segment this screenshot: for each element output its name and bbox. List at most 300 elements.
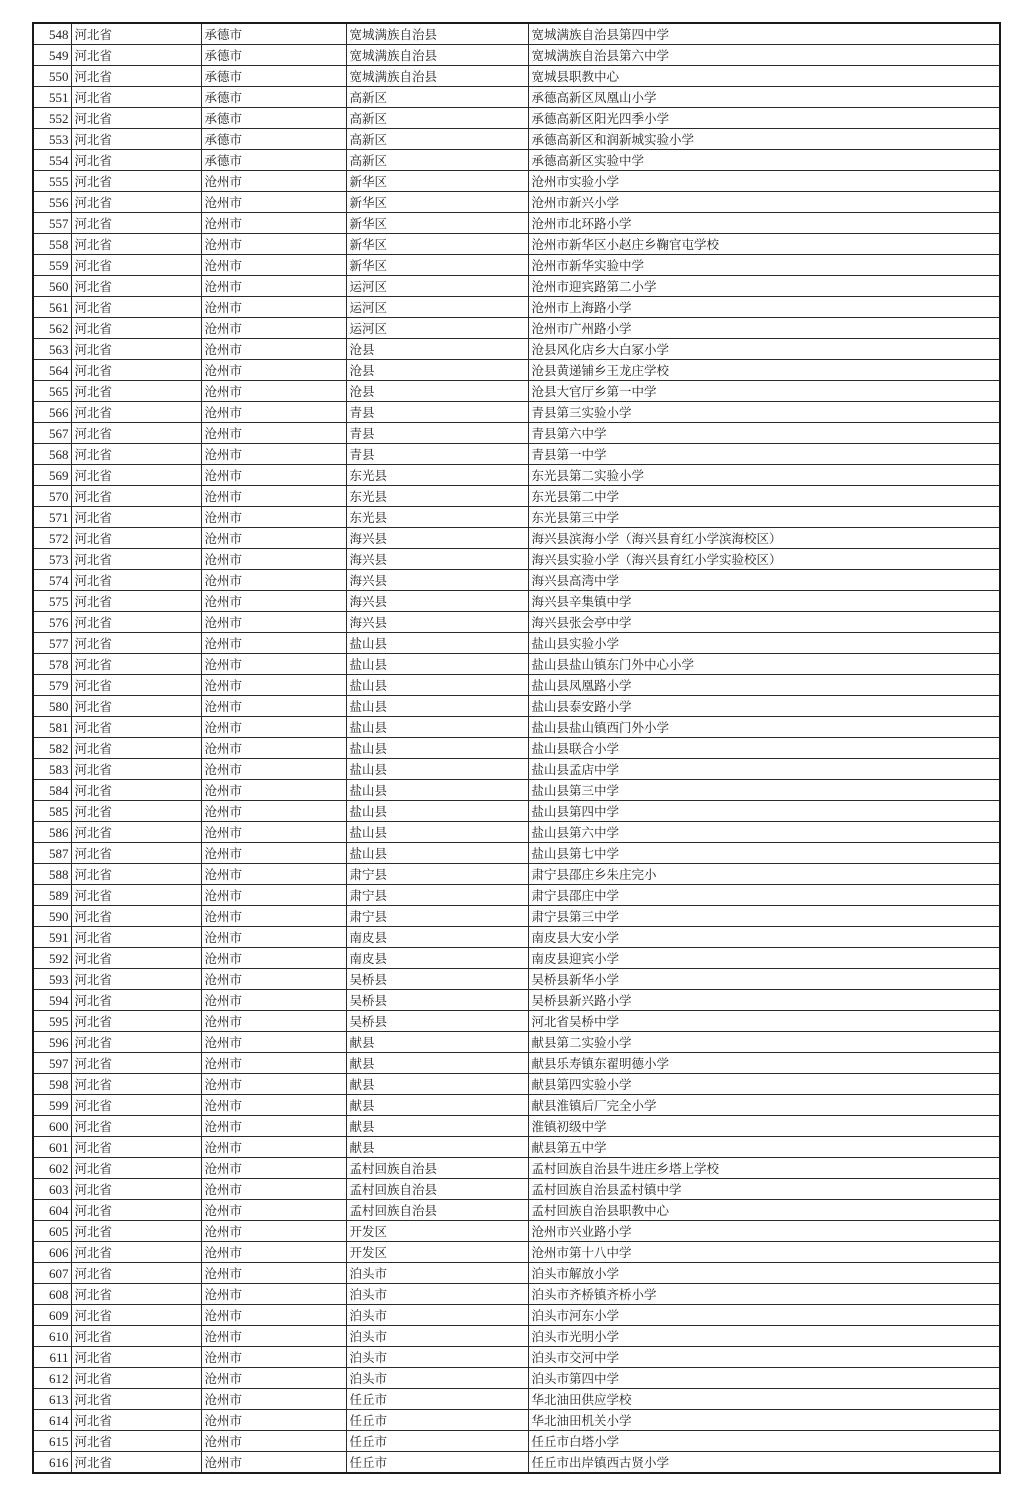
city-cell: 沧州市 xyxy=(201,1389,346,1410)
row-number: 591 xyxy=(33,927,71,948)
school-name-cell: 承德高新区和润新城实验小学 xyxy=(528,129,1000,150)
table-row xyxy=(33,465,1000,486)
city-cell: 沧州市 xyxy=(201,864,346,885)
district-cell: 南皮县 xyxy=(346,927,528,948)
school-name-cell: 孟村回族自治县职教中心 xyxy=(528,1200,1000,1221)
row-number: 554 xyxy=(33,150,71,171)
school-name-cell: 青县第三实验小学 xyxy=(528,402,1000,423)
school-name-cell: 献县第五中学 xyxy=(528,1137,1000,1158)
province-cell: 河北省 xyxy=(71,1221,201,1242)
district-cell: 孟村回族自治县 xyxy=(346,1179,528,1200)
table-row xyxy=(33,570,1000,591)
city-cell: 沧州市 xyxy=(201,1431,346,1452)
row-number: 557 xyxy=(33,213,71,234)
row-number: 595 xyxy=(33,1011,71,1032)
district-cell: 泊头市 xyxy=(346,1326,528,1347)
province-cell: 河北省 xyxy=(71,1179,201,1200)
row-number: 616 xyxy=(33,1452,71,1474)
row-number: 606 xyxy=(33,1242,71,1263)
school-name-cell: 盐山县孟店中学 xyxy=(528,759,1000,780)
city-cell: 沧州市 xyxy=(201,1053,346,1074)
province-cell: 河北省 xyxy=(71,192,201,213)
province-cell: 河北省 xyxy=(71,612,201,633)
table-row xyxy=(33,675,1000,696)
table-row xyxy=(33,843,1000,864)
row-number: 605 xyxy=(33,1221,71,1242)
province-cell: 河北省 xyxy=(71,990,201,1011)
province-cell: 河北省 xyxy=(71,591,201,612)
district-cell: 任丘市 xyxy=(346,1431,528,1452)
city-cell: 承德市 xyxy=(201,66,346,87)
row-number: 582 xyxy=(33,738,71,759)
district-cell: 海兴县 xyxy=(346,612,528,633)
table-row xyxy=(33,234,1000,255)
row-number: 580 xyxy=(33,696,71,717)
table-row xyxy=(33,1074,1000,1095)
city-cell: 沧州市 xyxy=(201,1200,346,1221)
district-cell: 东光县 xyxy=(346,507,528,528)
province-cell: 河北省 xyxy=(71,1200,201,1221)
row-number: 577 xyxy=(33,633,71,654)
district-cell: 运河区 xyxy=(346,297,528,318)
school-name-cell: 宽城满族自治县第六中学 xyxy=(528,45,1000,66)
city-cell: 沧州市 xyxy=(201,381,346,402)
district-cell: 孟村回族自治县 xyxy=(346,1158,528,1179)
school-list-table-container xyxy=(32,22,999,1474)
district-cell: 献县 xyxy=(346,1074,528,1095)
table-row xyxy=(33,1032,1000,1053)
row-number: 563 xyxy=(33,339,71,360)
school-name-cell: 盐山县凤凰路小学 xyxy=(528,675,1000,696)
table-row xyxy=(33,822,1000,843)
district-cell: 泊头市 xyxy=(346,1263,528,1284)
district-cell: 东光县 xyxy=(346,465,528,486)
table-row xyxy=(33,1179,1000,1200)
province-cell: 河北省 xyxy=(71,129,201,150)
city-cell: 承德市 xyxy=(201,150,346,171)
school-name-cell: 沧州市新华实验中学 xyxy=(528,255,1000,276)
row-number: 550 xyxy=(33,66,71,87)
table-row xyxy=(33,1116,1000,1137)
school-name-cell: 盐山县第四中学 xyxy=(528,801,1000,822)
row-number: 584 xyxy=(33,780,71,801)
table-row xyxy=(33,171,1000,192)
city-cell: 沧州市 xyxy=(201,549,346,570)
row-number: 588 xyxy=(33,864,71,885)
school-name-cell: 任丘市出岸镇西古贤小学 xyxy=(528,1452,1000,1474)
school-name-cell: 青县第一中学 xyxy=(528,444,1000,465)
school-name-cell: 孟村回族自治县牛进庄乡塔上学校 xyxy=(528,1158,1000,1179)
district-cell: 盐山县 xyxy=(346,717,528,738)
province-cell: 河北省 xyxy=(71,150,201,171)
school-name-cell: 东光县第三中学 xyxy=(528,507,1000,528)
row-number: 553 xyxy=(33,129,71,150)
school-name-cell: 沧州市新兴小学 xyxy=(528,192,1000,213)
province-cell: 河北省 xyxy=(71,717,201,738)
district-cell: 盐山县 xyxy=(346,675,528,696)
school-name-cell: 吴桥县新华小学 xyxy=(528,969,1000,990)
district-cell: 青县 xyxy=(346,423,528,444)
school-name-cell: 东光县第二中学 xyxy=(528,486,1000,507)
city-cell: 沧州市 xyxy=(201,906,346,927)
school-name-cell: 海兴县张会亭中学 xyxy=(528,612,1000,633)
table-row xyxy=(33,192,1000,213)
table-row xyxy=(33,255,1000,276)
row-number: 613 xyxy=(33,1389,71,1410)
school-name-cell: 沧州市广州路小学 xyxy=(528,318,1000,339)
province-cell: 河北省 xyxy=(71,234,201,255)
row-number: 566 xyxy=(33,402,71,423)
row-number: 574 xyxy=(33,570,71,591)
district-cell: 南皮县 xyxy=(346,948,528,969)
school-name-cell: 泊头市河东小学 xyxy=(528,1305,1000,1326)
table-row xyxy=(33,339,1000,360)
city-cell: 沧州市 xyxy=(201,822,346,843)
school-name-cell: 沧县大官厅乡第一中学 xyxy=(528,381,1000,402)
district-cell: 献县 xyxy=(346,1053,528,1074)
city-cell: 沧州市 xyxy=(201,1158,346,1179)
row-number: 601 xyxy=(33,1137,71,1158)
table-row xyxy=(33,948,1000,969)
table-row xyxy=(33,1053,1000,1074)
district-cell: 吴桥县 xyxy=(346,990,528,1011)
school-name-cell: 青县第六中学 xyxy=(528,423,1000,444)
city-cell: 沧州市 xyxy=(201,402,346,423)
school-name-cell: 献县第四实验小学 xyxy=(528,1074,1000,1095)
province-cell: 河北省 xyxy=(71,1452,201,1474)
province-cell: 河北省 xyxy=(71,1347,201,1368)
district-cell: 开发区 xyxy=(346,1242,528,1263)
district-cell: 泊头市 xyxy=(346,1347,528,1368)
city-cell: 沧州市 xyxy=(201,528,346,549)
district-cell: 新华区 xyxy=(346,192,528,213)
table-row xyxy=(33,507,1000,528)
district-cell: 新华区 xyxy=(346,234,528,255)
table-body xyxy=(33,23,1000,1473)
province-cell: 河北省 xyxy=(71,1431,201,1452)
row-number: 565 xyxy=(33,381,71,402)
city-cell: 承德市 xyxy=(201,45,346,66)
table-row xyxy=(33,1095,1000,1116)
province-cell: 河北省 xyxy=(71,1137,201,1158)
district-cell: 宽城满族自治县 xyxy=(346,45,528,66)
city-cell: 沧州市 xyxy=(201,1410,346,1431)
row-number: 571 xyxy=(33,507,71,528)
table-row xyxy=(33,1158,1000,1179)
city-cell: 承德市 xyxy=(201,129,346,150)
province-cell: 河北省 xyxy=(71,1368,201,1389)
city-cell: 沧州市 xyxy=(201,696,346,717)
row-number: 551 xyxy=(33,87,71,108)
row-number: 548 xyxy=(33,23,71,45)
province-cell: 河北省 xyxy=(71,45,201,66)
row-number: 572 xyxy=(33,528,71,549)
table-row xyxy=(33,150,1000,171)
row-number: 596 xyxy=(33,1032,71,1053)
city-cell: 沧州市 xyxy=(201,1074,346,1095)
school-name-cell: 盐山县盐山镇东门外中心小学 xyxy=(528,654,1000,675)
table-row xyxy=(33,885,1000,906)
province-cell: 河北省 xyxy=(71,969,201,990)
row-number: 556 xyxy=(33,192,71,213)
district-cell: 肃宁县 xyxy=(346,906,528,927)
row-number: 585 xyxy=(33,801,71,822)
city-cell: 沧州市 xyxy=(201,1137,346,1158)
school-name-cell: 承德高新区实验中学 xyxy=(528,150,1000,171)
school-name-cell: 盐山县第六中学 xyxy=(528,822,1000,843)
school-name-cell: 盐山县第七中学 xyxy=(528,843,1000,864)
district-cell: 任丘市 xyxy=(346,1452,528,1474)
province-cell: 河北省 xyxy=(71,822,201,843)
school-name-cell: 沧县黄递铺乡王龙庄学校 xyxy=(528,360,1000,381)
province-cell: 河北省 xyxy=(71,1389,201,1410)
table-row xyxy=(33,1368,1000,1389)
district-cell: 盐山县 xyxy=(346,654,528,675)
table-row xyxy=(33,738,1000,759)
province-cell: 河北省 xyxy=(71,339,201,360)
school-name-cell: 献县淮镇后厂完全小学 xyxy=(528,1095,1000,1116)
school-name-cell: 肃宁县邵庄中学 xyxy=(528,885,1000,906)
district-cell: 任丘市 xyxy=(346,1410,528,1431)
row-number: 586 xyxy=(33,822,71,843)
city-cell: 沧州市 xyxy=(201,234,346,255)
table-row xyxy=(33,444,1000,465)
city-cell: 沧州市 xyxy=(201,255,346,276)
row-number: 558 xyxy=(33,234,71,255)
table-row xyxy=(33,1284,1000,1305)
row-number: 593 xyxy=(33,969,71,990)
school-list-table xyxy=(32,22,1001,1474)
table-row xyxy=(33,969,1000,990)
table-row xyxy=(33,1221,1000,1242)
province-cell: 河北省 xyxy=(71,23,201,45)
city-cell: 沧州市 xyxy=(201,570,346,591)
district-cell: 献县 xyxy=(346,1032,528,1053)
province-cell: 河北省 xyxy=(71,1158,201,1179)
school-name-cell: 淮镇初级中学 xyxy=(528,1116,1000,1137)
city-cell: 沧州市 xyxy=(201,1368,346,1389)
city-cell: 沧州市 xyxy=(201,990,346,1011)
city-cell: 沧州市 xyxy=(201,276,346,297)
city-cell: 沧州市 xyxy=(201,1116,346,1137)
row-number: 576 xyxy=(33,612,71,633)
province-cell: 河北省 xyxy=(71,528,201,549)
table-row xyxy=(33,108,1000,129)
row-number: 581 xyxy=(33,717,71,738)
row-number: 578 xyxy=(33,654,71,675)
province-cell: 河北省 xyxy=(71,507,201,528)
school-name-cell: 华北油田供应学校 xyxy=(528,1389,1000,1410)
row-number: 614 xyxy=(33,1410,71,1431)
table-row xyxy=(33,486,1000,507)
row-number: 568 xyxy=(33,444,71,465)
table-row xyxy=(33,1347,1000,1368)
school-name-cell: 肃宁县第三中学 xyxy=(528,906,1000,927)
city-cell: 沧州市 xyxy=(201,1011,346,1032)
school-name-cell: 沧州市第十八中学 xyxy=(528,1242,1000,1263)
school-name-cell: 承德高新区凤凰山小学 xyxy=(528,87,1000,108)
table-row xyxy=(33,717,1000,738)
district-cell: 高新区 xyxy=(346,87,528,108)
district-cell: 泊头市 xyxy=(346,1305,528,1326)
city-cell: 沧州市 xyxy=(201,654,346,675)
row-number: 598 xyxy=(33,1074,71,1095)
city-cell: 沧州市 xyxy=(201,738,346,759)
school-name-cell: 东光县第二实验小学 xyxy=(528,465,1000,486)
row-number: 597 xyxy=(33,1053,71,1074)
row-number: 602 xyxy=(33,1158,71,1179)
table-row xyxy=(33,1011,1000,1032)
province-cell: 河北省 xyxy=(71,948,201,969)
district-cell: 肃宁县 xyxy=(346,885,528,906)
row-number: 575 xyxy=(33,591,71,612)
city-cell: 沧州市 xyxy=(201,927,346,948)
table-row xyxy=(33,654,1000,675)
district-cell: 盐山县 xyxy=(346,633,528,654)
city-cell: 沧州市 xyxy=(201,1347,346,1368)
province-cell: 河北省 xyxy=(71,1326,201,1347)
table-row xyxy=(33,45,1000,66)
province-cell: 河北省 xyxy=(71,1116,201,1137)
table-row xyxy=(33,402,1000,423)
city-cell: 沧州市 xyxy=(201,633,346,654)
province-cell: 河北省 xyxy=(71,696,201,717)
province-cell: 河北省 xyxy=(71,738,201,759)
school-name-cell: 宽城满族自治县第四中学 xyxy=(528,23,1000,45)
province-cell: 河北省 xyxy=(71,1011,201,1032)
district-cell: 海兴县 xyxy=(346,570,528,591)
city-cell: 沧州市 xyxy=(201,1326,346,1347)
province-cell: 河北省 xyxy=(71,297,201,318)
district-cell: 运河区 xyxy=(346,318,528,339)
table-row xyxy=(33,780,1000,801)
city-cell: 沧州市 xyxy=(201,1263,346,1284)
school-name-cell: 南皮县大安小学 xyxy=(528,927,1000,948)
city-cell: 沧州市 xyxy=(201,297,346,318)
school-name-cell: 华北油田机关小学 xyxy=(528,1410,1000,1431)
district-cell: 开发区 xyxy=(346,1221,528,1242)
province-cell: 河北省 xyxy=(71,1410,201,1431)
table-row xyxy=(33,990,1000,1011)
table-row xyxy=(33,612,1000,633)
province-cell: 河北省 xyxy=(71,1095,201,1116)
school-name-cell: 海兴县滨海小学（海兴县育红小学滨海校区） xyxy=(528,528,1000,549)
district-cell: 海兴县 xyxy=(346,549,528,570)
district-cell: 盐山县 xyxy=(346,738,528,759)
school-name-cell: 肃宁县邵庄乡朱庄完小 xyxy=(528,864,1000,885)
row-number: 564 xyxy=(33,360,71,381)
city-cell: 沧州市 xyxy=(201,444,346,465)
row-number: 555 xyxy=(33,171,71,192)
school-name-cell: 沧州市北环路小学 xyxy=(528,213,1000,234)
province-cell: 河北省 xyxy=(71,255,201,276)
city-cell: 沧州市 xyxy=(201,780,346,801)
province-cell: 河北省 xyxy=(71,486,201,507)
city-cell: 沧州市 xyxy=(201,969,346,990)
school-name-cell: 盐山县泰安路小学 xyxy=(528,696,1000,717)
province-cell: 河北省 xyxy=(71,1305,201,1326)
row-number: 560 xyxy=(33,276,71,297)
table-row xyxy=(33,633,1000,654)
province-cell: 河北省 xyxy=(71,213,201,234)
table-row xyxy=(33,1389,1000,1410)
city-cell: 沧州市 xyxy=(201,171,346,192)
school-name-cell: 泊头市第四中学 xyxy=(528,1368,1000,1389)
row-number: 570 xyxy=(33,486,71,507)
province-cell: 河北省 xyxy=(71,318,201,339)
city-cell: 承德市 xyxy=(201,108,346,129)
table-row xyxy=(33,360,1000,381)
province-cell: 河北省 xyxy=(71,360,201,381)
district-cell: 献县 xyxy=(346,1116,528,1137)
province-cell: 河北省 xyxy=(71,171,201,192)
table-row xyxy=(33,1410,1000,1431)
district-cell: 沧县 xyxy=(346,360,528,381)
table-row xyxy=(33,23,1000,45)
school-name-cell: 海兴县实验小学（海兴县育红小学实验校区） xyxy=(528,549,1000,570)
table-row xyxy=(33,129,1000,150)
school-name-cell: 泊头市解放小学 xyxy=(528,1263,1000,1284)
row-number: 569 xyxy=(33,465,71,486)
row-number: 559 xyxy=(33,255,71,276)
row-number: 552 xyxy=(33,108,71,129)
row-number: 610 xyxy=(33,1326,71,1347)
school-name-cell: 盐山县第三中学 xyxy=(528,780,1000,801)
row-number: 594 xyxy=(33,990,71,1011)
city-cell: 沧州市 xyxy=(201,1452,346,1474)
table-row xyxy=(33,381,1000,402)
district-cell: 盐山县 xyxy=(346,759,528,780)
school-name-cell: 沧州市新华区小赵庄乡鞠官屯学校 xyxy=(528,234,1000,255)
table-row xyxy=(33,1242,1000,1263)
table-row xyxy=(33,591,1000,612)
table-row xyxy=(33,66,1000,87)
row-number: 600 xyxy=(33,1116,71,1137)
table-row xyxy=(33,1200,1000,1221)
district-cell: 运河区 xyxy=(346,276,528,297)
province-cell: 河北省 xyxy=(71,1284,201,1305)
province-cell: 河北省 xyxy=(71,801,201,822)
city-cell: 沧州市 xyxy=(201,801,346,822)
school-name-cell: 孟村回族自治县孟村镇中学 xyxy=(528,1179,1000,1200)
row-number: 573 xyxy=(33,549,71,570)
city-cell: 沧州市 xyxy=(201,507,346,528)
table-row xyxy=(33,864,1000,885)
table-row xyxy=(33,423,1000,444)
province-cell: 河北省 xyxy=(71,906,201,927)
province-cell: 河北省 xyxy=(71,654,201,675)
province-cell: 河北省 xyxy=(71,423,201,444)
district-cell: 宽城满族自治县 xyxy=(346,23,528,45)
province-cell: 河北省 xyxy=(71,66,201,87)
school-name-cell: 泊头市光明小学 xyxy=(528,1326,1000,1347)
table-row xyxy=(33,1326,1000,1347)
row-number: 615 xyxy=(33,1431,71,1452)
city-cell: 沧州市 xyxy=(201,759,346,780)
province-cell: 河北省 xyxy=(71,570,201,591)
district-cell: 海兴县 xyxy=(346,591,528,612)
school-name-cell: 盐山县联合小学 xyxy=(528,738,1000,759)
city-cell: 沧州市 xyxy=(201,1095,346,1116)
province-cell: 河北省 xyxy=(71,549,201,570)
district-cell: 海兴县 xyxy=(346,528,528,549)
city-cell: 沧州市 xyxy=(201,591,346,612)
school-name-cell: 河北省吴桥中学 xyxy=(528,1011,1000,1032)
district-cell: 新华区 xyxy=(346,255,528,276)
table-row xyxy=(33,906,1000,927)
city-cell: 沧州市 xyxy=(201,1284,346,1305)
row-number: 583 xyxy=(33,759,71,780)
